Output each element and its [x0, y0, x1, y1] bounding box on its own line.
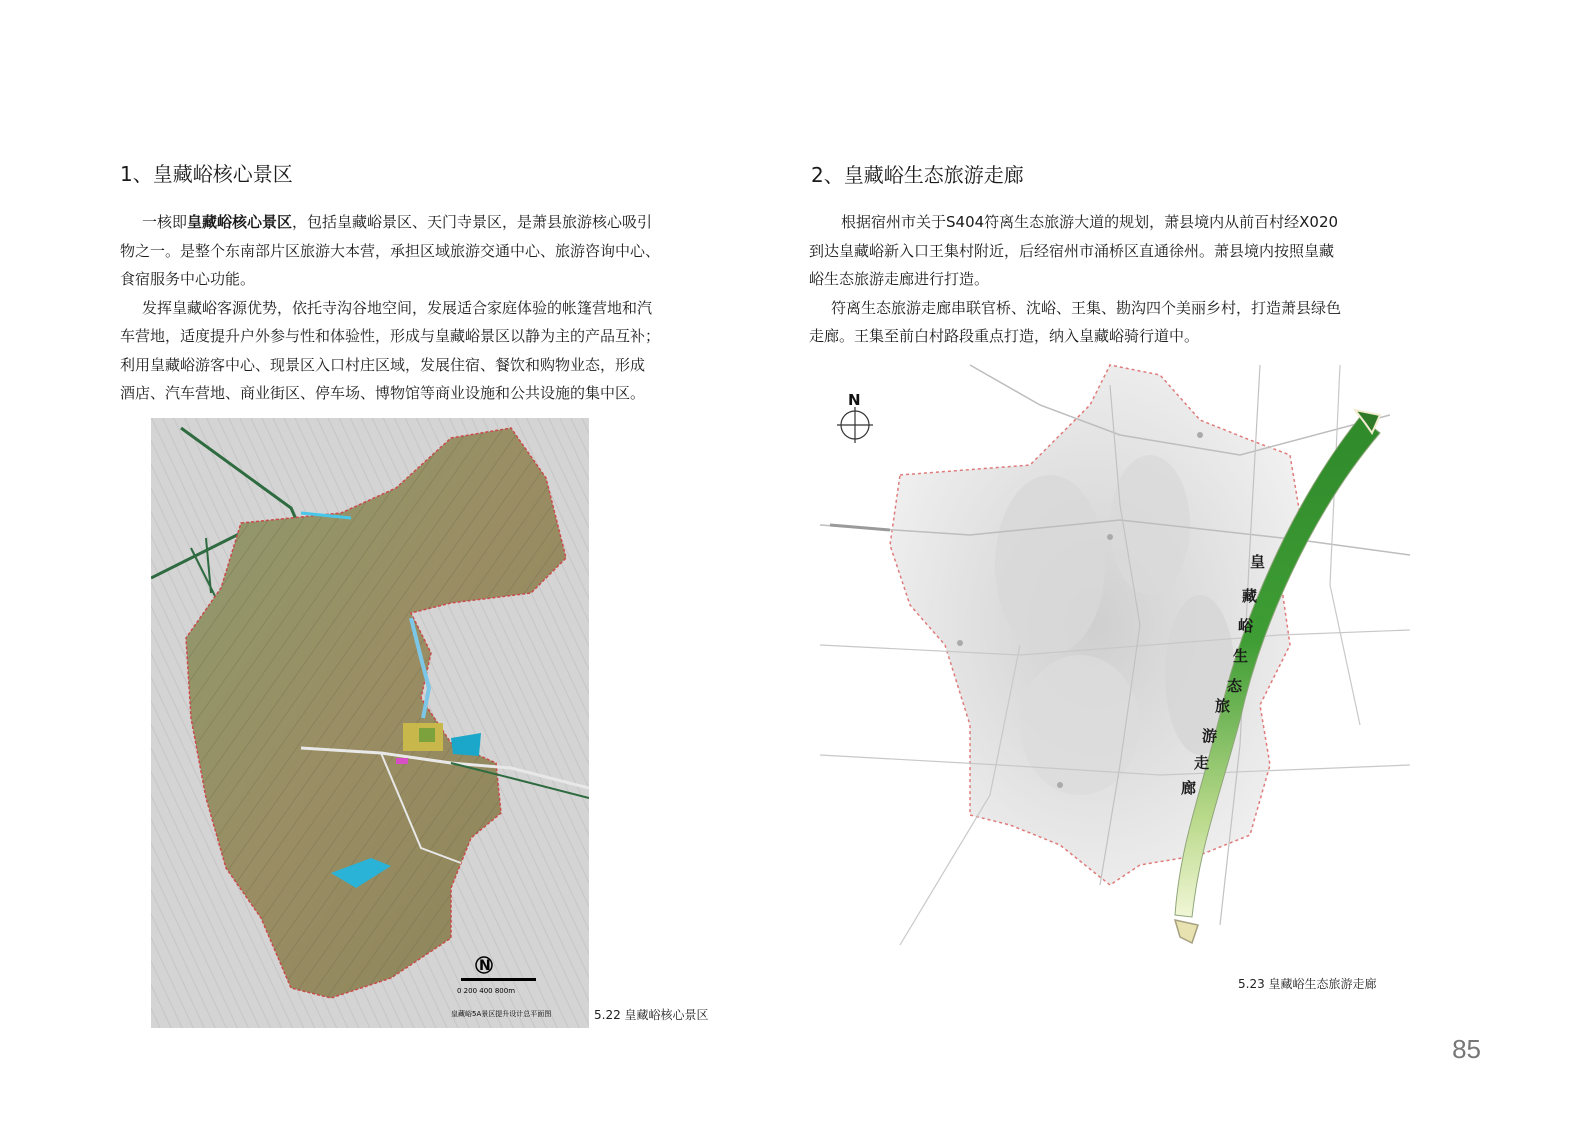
svg-text:N: N	[479, 958, 491, 974]
r-p1-line1: 根据宿州市关于S404符离生态旅游大道的规划，萧县境内从前百村经X020	[841, 213, 1339, 231]
left-figure-caption: 5.22 皇藏峪核心景区	[594, 1008, 709, 1022]
right-section-title: 2、皇藏峪生态旅游走廊	[811, 163, 1024, 187]
map-scale-label: 0 200 400 800m	[457, 987, 516, 995]
r-p1-line2: 到达皇藏峪新入口王集村附近，后经宿州市涌桥区直通徐州。萧县境内按照皇藏	[809, 241, 1335, 260]
corridor-char: 游	[1202, 727, 1218, 745]
p2-line4: 酒店、汽车营地、商业街区、停车场、博物馆等商业设施和公共设施的集中区。	[120, 384, 646, 402]
corridor-char: 廊	[1181, 779, 1197, 797]
corridor-char: 生	[1233, 647, 1249, 665]
page-number: 85	[1452, 1034, 1481, 1064]
r-p2-line1: 符离生态旅游走廊串联官桥、沈峪、王集、勘沟四个美丽乡村，打造萧县绿色	[831, 298, 1342, 317]
right-figure-caption: 5.23 皇藏峪生态旅游走廊	[1238, 977, 1377, 991]
right-body-text	[809, 208, 1409, 351]
corridor-char: 旅	[1215, 697, 1231, 715]
p1-line2: 物之一。是整个东南部片区旅游大本营，承担区域旅游交通中心、旅游咨询中心、	[120, 241, 661, 260]
p1-line3: 食宿服务中心功能。	[120, 270, 256, 288]
corridor-char: 皇	[1250, 553, 1266, 571]
p2-line2: 车营地，适度提升户外参与性和体验性，形成与皇藏峪景区以静为主的产品互补；	[120, 327, 661, 345]
left-body-text	[120, 208, 720, 408]
p1-line1-after: ，包括皇藏峪景区、天门寺景区，是萧县旅游核心吸引	[292, 213, 653, 231]
left-section-title: 1、皇藏峪核心景区	[120, 162, 293, 186]
corridor-char: 走	[1194, 754, 1210, 772]
eco-corridor-map	[820, 345, 1410, 955]
north-label: N	[848, 391, 861, 409]
corridor-char: 藏	[1242, 587, 1258, 605]
p2-line3: 利用皇藏峪游客中心、现景区入口村庄区域，发展住宿、餐饮和购物业态，形成	[120, 355, 646, 374]
core-scenic-area-map	[151, 418, 589, 1028]
p2-line1: 发挥皇藏峪客源优势，依托寺沟谷地空间，发展适合家庭体验的帐篷营地和汽	[142, 298, 653, 317]
p1-bold: 皇藏峪核心景区	[187, 213, 293, 231]
p1-before: 一核即	[142, 213, 188, 231]
eco-corridor-map-image	[820, 345, 1410, 955]
r-p1-line3: 峪生态旅游走廊进行打造。	[809, 270, 990, 288]
corridor-char: 态	[1227, 677, 1243, 695]
core-scenic-area-map-image	[151, 418, 589, 1028]
map-title-label: 皇藏峪5A景区提升设计总平面图	[451, 1010, 552, 1018]
r-p2-line2: 走廊。王集至前白村路段重点打造，纳入皇藏峪骑行道中。	[809, 327, 1200, 345]
corridor-char: 峪	[1238, 617, 1254, 635]
